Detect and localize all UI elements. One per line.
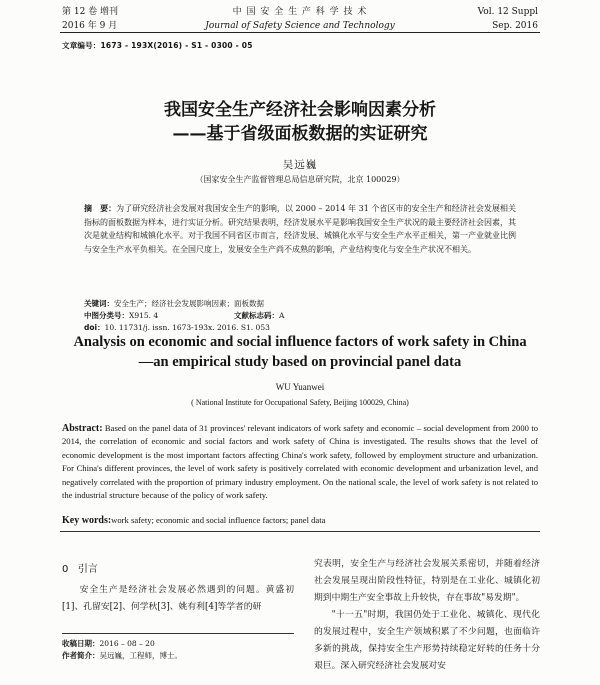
- header-rule: [60, 32, 540, 33]
- meta-zh: [84, 298, 516, 334]
- abstract-zh-text: 为了研究经济社会发展对我国安全生产的影响，以 2000 – 2014 年 31 个省区市的安全生产和经济社会发展相关指标的面板数据为样本，进行实证分析。研究结果表明，经济发展水平是影响我国安全生产状况的最主要经济社会因素，其次是就业结构和城镇化水平。对于我国不同省区市而言，经济发展、城镇化水平与安全生产水平正相关，第一产业就业比例与安全生产水平负相关。在全国尺度上，发展安全生产尚不成熟的影响，产业结构变化与安全生产状况不相关。: [84, 204, 517, 254]
- footnote-rule: [62, 633, 294, 634]
- abstract-zh-label: 摘 要：: [84, 204, 117, 213]
- abstract-en-label: Abstract:: [62, 423, 103, 434]
- keywords-en-label: Key words:: [62, 515, 112, 526]
- keywords-en: [62, 514, 538, 527]
- right-paragraph-2: "十一五"时期，我国仍处于工业化、城镇化、现代化的发展过程中，安全生产领域积累了不少问题，也面临许多新的挑战，保持安全生产形势持续稳定好转的任务十分艰巨。深入研究经济社会发展对安: [314, 610, 540, 671]
- running-header-right: [478, 6, 538, 32]
- abstract-en-text: Based on the panel data of 31 provinces' relevant indicators of work safety and economic – social development from 2000 to 2014, the correlation of economic and social factors and work safety of China is investigated. The results shows that the level of economic development is the most important factors affecting China's work safety, followed by employment structure and urbanization. For China's different provinces, the level of work safety is positively correlated with economic development and urbanization level, and negatively correlated with the proportion of primary industry employment. On the national scale, the level of work safety is not related to the industrial structure because of the policy of work safety.: [62, 423, 539, 501]
- title-zh-line2: ——基于省级面板数据的实证研究: [172, 124, 428, 144]
- clc-value: X915. 4: [129, 311, 159, 320]
- classification-line: [84, 310, 516, 334]
- abstract-zh: [84, 202, 516, 256]
- author-zh: 吴远巍: [282, 159, 318, 171]
- volume-zh: 第 12 卷 增刊: [62, 7, 119, 17]
- doc-code-label: 文献标志码：: [234, 311, 279, 320]
- doc-code-value: A: [279, 311, 285, 320]
- journal-name-zh: 中 国 安 全 生 产 科 学 技 术: [232, 7, 368, 17]
- author-en: WU Yuanwei: [275, 382, 325, 392]
- keywords-zh-label: 关键词：: [84, 299, 114, 308]
- affiliation-en: ( National Institute for Occupational Safety, Beijing 100029, China): [191, 398, 409, 407]
- doi-label: doi：: [84, 323, 105, 332]
- date-en: Sep. 2016: [492, 21, 538, 31]
- received-value: 2016 – 08 – 20: [99, 639, 155, 648]
- keywords-en-text: work safety; economic and social influence factors; panel data: [111, 515, 326, 525]
- title-en-line2: —an empirical study based on provincial panel data: [138, 354, 462, 370]
- section-heading: [62, 561, 294, 578]
- section-number: 0: [62, 564, 69, 575]
- journal-name-en: Journal of Safety Science and Technology: [205, 21, 395, 31]
- footnote: [62, 638, 294, 662]
- author-bio: [62, 650, 294, 662]
- section-divider: [60, 531, 540, 532]
- title-en-line1: Analysis on economic and social influence factors of work safety in China: [73, 334, 527, 350]
- section-title: 引言: [77, 564, 98, 575]
- author-bio-value: 吴远巍，工程师，博士。: [99, 651, 182, 660]
- article-number: 文章编号：1673 - 193X(2016) - S1 - 0300 - 05: [62, 41, 253, 50]
- author-bio-label: 作者简介：: [62, 651, 100, 660]
- intro-paragraph: 安全生产是经济社会发展必然遇到的问题。黄盛初[1]、孔留安[2]、何学秋[3]、姚有利[4]等学者的研: [62, 585, 294, 612]
- received-label: 收稿日期：: [62, 639, 100, 648]
- doi-value: 10. 11731/j. issn. 1673-193x. 2016. S1. 053: [104, 323, 270, 332]
- right-paragraph-1: 究表明，安全生产与经济社会发展关系密切，并随着经济社会发展呈现出阶段性特征，特别是在工业化、城镇化初期到中期生产安全事故上升较快，存在事故"易发期"。: [314, 559, 540, 603]
- abstract-en: [62, 422, 538, 502]
- keywords-zh-text: 安全生产；经济社会发展影响因素；面板数据: [114, 299, 264, 308]
- affiliation-zh: （国家安全生产监督管理总局信息研究院，北京 100029）: [195, 175, 405, 184]
- clc-number: [84, 310, 234, 322]
- clc-label: 中图分类号：: [84, 311, 129, 320]
- body-right-column: [314, 556, 540, 675]
- document-code: [234, 310, 344, 322]
- received-date: [62, 638, 294, 650]
- date-zh: 2016 年 9 月: [62, 21, 118, 31]
- volume-en: Vol. 12 Suppl: [477, 7, 538, 17]
- keywords-zh: [84, 298, 516, 310]
- title-zh-line1: 我国安全生产经济社会影响因素分析: [164, 100, 436, 120]
- body-left-column: [62, 556, 294, 616]
